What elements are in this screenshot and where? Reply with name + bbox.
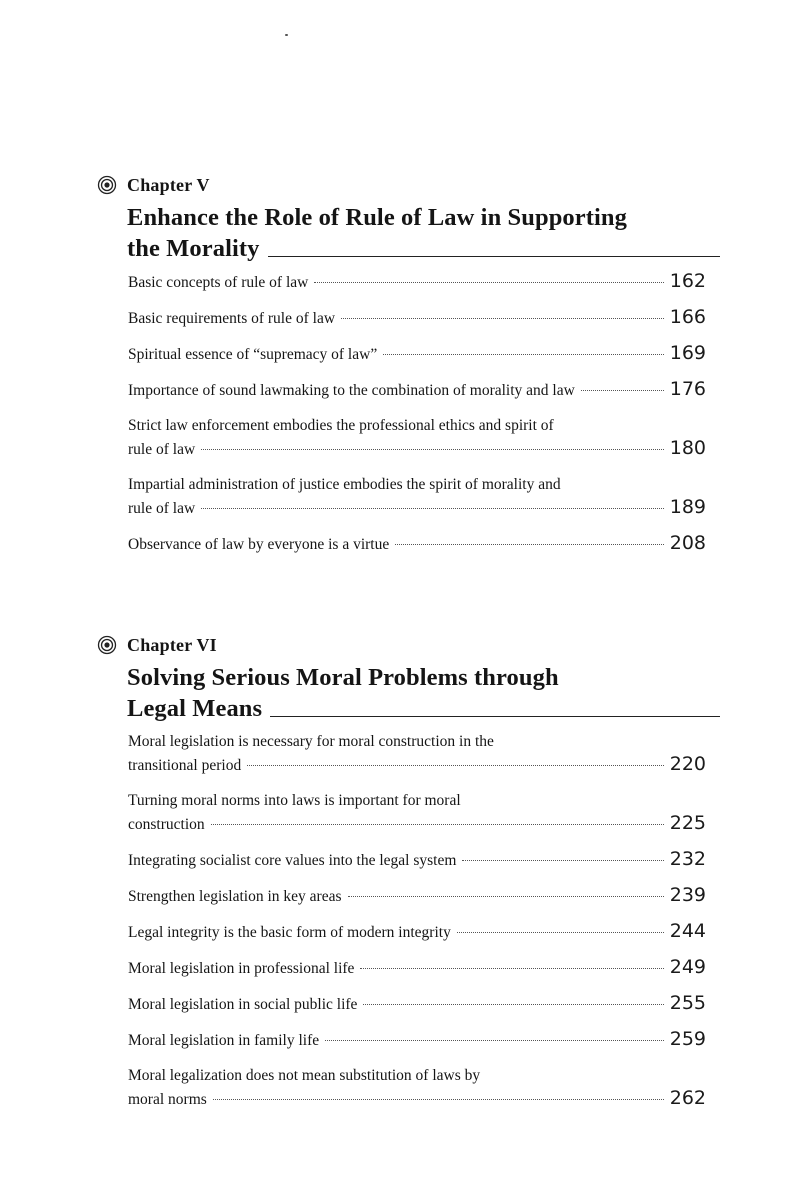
toc-list (128, 270, 706, 556)
chapter-title (127, 662, 720, 724)
page-number: 176 (669, 378, 706, 400)
page-number: 239 (669, 884, 706, 906)
title-rule (268, 256, 720, 257)
entry-title: Observance of law by everyone is a virtue (128, 536, 390, 553)
entry-title: Importance of sound lawmaking to the combination of morality and law (128, 382, 575, 399)
dot-leader (213, 1099, 664, 1100)
toc-entry[interactable] (128, 342, 706, 366)
dot-leader (325, 1040, 664, 1041)
entry-title-line2: rule of law (128, 441, 196, 458)
page-number: 225 (669, 812, 706, 834)
page-number: 262 (669, 1087, 706, 1109)
entry-title: Strengthen legislation in key areas (128, 888, 342, 905)
toc-entry[interactable] (128, 848, 706, 872)
page-number: 166 (669, 306, 706, 328)
entry-title: Basic requirements of rule of law (128, 310, 336, 327)
page-number: 162 (669, 270, 706, 292)
dot-leader (201, 508, 664, 509)
page-number: 244 (669, 920, 706, 942)
entry-title: Moral legislation in family life (128, 1032, 320, 1049)
page-number: 208 (669, 532, 706, 554)
toc-entry[interactable] (128, 884, 706, 908)
dot-leader (395, 544, 663, 545)
page-number: 232 (669, 848, 706, 870)
toc-entry[interactable] (128, 414, 706, 461)
chapter-label: Chapter VI (127, 634, 217, 655)
chapter-title-line2: the Morality (127, 235, 260, 262)
dot-leader (360, 968, 663, 969)
chapter-5-section (95, 172, 720, 556)
page-number: 169 (669, 342, 706, 364)
chapter-title (127, 202, 720, 264)
dot-leader (581, 390, 664, 391)
entry-title-line2: transitional period (128, 757, 242, 774)
toc-entry[interactable] (128, 1064, 706, 1111)
dot-leader (247, 765, 664, 766)
toc-entry[interactable] (128, 730, 706, 777)
toc-entry[interactable] (128, 270, 706, 294)
page-number: 259 (669, 1028, 706, 1050)
concentric-circles-icon (97, 635, 117, 655)
dot-leader (457, 932, 664, 933)
chapter-6-section (95, 632, 720, 1111)
dot-leader (363, 1004, 663, 1005)
page-number: 255 (669, 992, 706, 1014)
toc-list (128, 730, 706, 1111)
toc-entry[interactable] (128, 920, 706, 944)
toc-entry[interactable] (128, 992, 706, 1016)
entry-title-line2: rule of law (128, 500, 196, 517)
chapter-label: Chapter V (127, 174, 210, 195)
toc-entry[interactable] (128, 532, 706, 556)
toc-entry[interactable] (128, 789, 706, 836)
entry-title: Moral legislation in social public life (128, 996, 358, 1013)
page-number: 249 (669, 956, 706, 978)
page-number: 180 (669, 437, 706, 459)
dot-leader (462, 860, 663, 861)
chapter-title-line2: Legal Means (127, 695, 263, 722)
page-number: 189 (669, 496, 706, 518)
entry-title: Moral legislation in professional life (128, 960, 355, 977)
chapter-6-heading (95, 632, 720, 658)
concentric-circles-icon (97, 175, 117, 195)
dot-leader (383, 354, 664, 355)
dot-leader (211, 824, 664, 825)
entry-title-line1: Moral legalization does not mean substitution of laws by (128, 1067, 481, 1084)
entry-title: Integrating socialist core values into the legal system (128, 852, 457, 869)
dot-leader (341, 318, 664, 319)
page-number: 220 (669, 753, 706, 775)
chapter-5-heading (95, 172, 720, 198)
dot-leader (314, 282, 663, 283)
entry-title-line2: moral norms (128, 1091, 207, 1108)
toc-entry[interactable] (128, 378, 706, 402)
entry-title: Spiritual essence of “supremacy of law” (128, 346, 378, 363)
entry-title-line1: Turning moral norms into laws is important for moral (128, 792, 461, 809)
entry-title-line2: construction (128, 816, 205, 833)
entry-title-line1: Strict law enforcement embodies the professional ethics and spirit of (128, 417, 554, 434)
dot-leader (348, 896, 664, 897)
toc-entry[interactable] (128, 956, 706, 980)
dot-leader (201, 449, 664, 450)
toc-entry[interactable] (128, 306, 706, 330)
scan-speck (285, 34, 288, 36)
chapter-title-line1: Enhance the Role of Rule of Law in Supporting (127, 204, 628, 231)
entry-title: Basic concepts of rule of law (128, 274, 309, 291)
chapter-title-line1: Solving Serious Moral Problems through (127, 664, 559, 691)
toc-entry[interactable] (128, 473, 706, 520)
toc-entry[interactable] (128, 1028, 706, 1052)
title-rule (270, 716, 720, 717)
entry-title: Legal integrity is the basic form of modern integrity (128, 924, 451, 941)
entry-title-line1: Moral legislation is necessary for moral construction in the (128, 733, 494, 750)
entry-title-line1: Impartial administration of justice embodies the spirit of morality and (128, 476, 561, 493)
